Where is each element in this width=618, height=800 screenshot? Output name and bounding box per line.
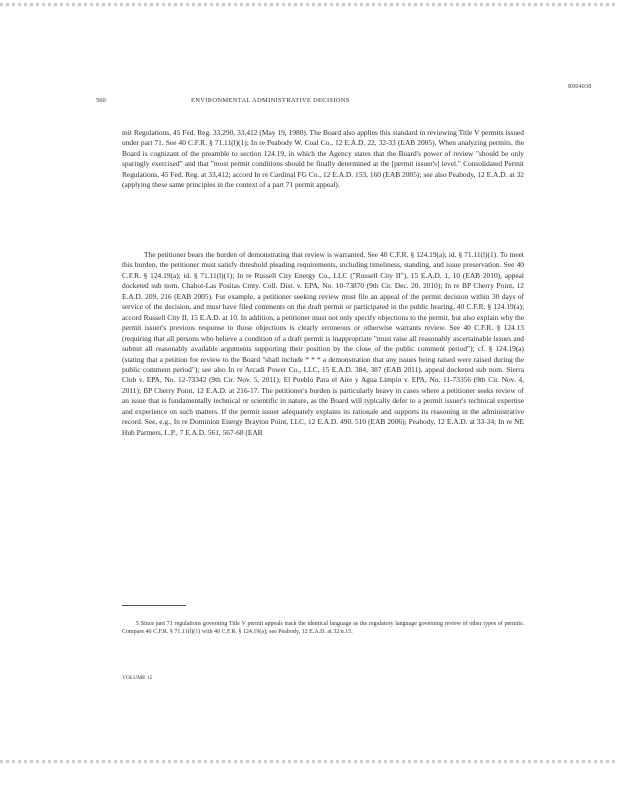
footnote: 5 Since part 71 regulations governing Title V permit appeals track the identical language as the regulatory language governing review of other types of permits. Compare 40 C.F.R. § 71.11(l)(1) with 40 C.F.R. § 124.19(a); see Peabody, 12 E.A.D. at 32 n.15. (122, 621, 524, 636)
document-page-id: R004038 (568, 84, 592, 90)
scan-edge-bottom (0, 760, 618, 763)
scan-edge-top (0, 3, 618, 6)
footnote-divider (122, 605, 186, 606)
running-head: ENVIRONMENTAL ADMINISTRATIVE DECISIONS (191, 97, 350, 104)
body-paragraph-1: mit Regulations, 45 Fed. Reg. 33,290, 33,412 (May 19, 1980). The Board also applies this standard in reviewing Title V permits issued under part 71. See 40 C.F.R. § 71.11(l)(1); In re Peabody W. Coal Co., 12 E.A.D. 22, 32-33 (EAB 2005). When analyzing permits, the Board is cognizant of the preamble to section 124.19, in which the Agency states that the Board's power of review "should be only sparingly exercised" and that "most permit conditions should be finally determined at the [permit issuer's] level." Consolidated Permit Regulations, 45 Fed. Reg. at 33,412; accord In re Cardinal FG Co., 12 E.A.D. 153, 160 (EAB 2005); see also Peabody, 12 E.A.D. at 32 (applying these same principles in the context of a part 71 permit appeal). (122, 128, 524, 190)
body-paragraph-2: The petitioner bears the burden of demonstrating that review is warranted. See 40 C.F.R. § 124.19(a); id. § 71.11(l)(1). To meet this burden, the petitioner must satisfy threshold pleading requirements, including timeliness, standing, and issue preservation. See 40 C.F.R. § 124.19(a); id. § 71.11(l)(1); In re Russell City Energy Co., LLC ("Russell City II"), 15 E.A.D. 1, 10 (EAB 2010), appeal docketed sub nom. Chabot-Las Positas Cmty. Coll. Dist. v. EPA, No. 10-73870 (9th Cir. Dec. 20, 2010); In re BP Cherry Point, 12 E.A.D. 209, 216 (EAB 2005). For example, a petitioner seeking review must file an appeal of the permit decision within 30 days of service of the decision, and must have filed comments on the draft permit or participated in the public hearing. 40 C.F.R. § 124.19(a); accord Russell City II, 15 E.A.D. at 10. In addition, a petitioner must not only specify objections to the permit, but also explain why the permit issuer's previous response to those objections is clearly erroneous or otherwise warrants review. See 40 C.F.R. § 124.13 (requiring that all persons who believe a condition of a draft permit is inappropriate "must raise all reasonably ascertainable issues and submit all reasonably available arguments supporting their position by the close of the public comment period"); cf. § 124.19(a) (stating that a petition for review to the Board "shall include * * * a demonstration that any issues being raised were raised during the public comment period"); see also In re Arcadi Power Co., LLC, 15 E.A.D. 384, 387 (EAB 2011), appeal docketed sub nom. Sierra Club v. EPA, No. 12-73342 (9th Cir. Nov. 5, 2011); El Pueblo Para el Aire y Agua Limpio v. EPA, No. 11-73356 (9th Cir. Nov. 4, 2011); BP Cherry Point, 12 E.A.D. at 216-17. The petitioner's burden is particularly heavy in cases where a petitioner seeks review of an issue that is fundamentally technical or scientific in nature, as the Board will typically defer to a permit issuer's technical expertise and experience on such matters. If the permit issuer adequately explains its rationale and supports its reasoning in the administrative record. See, e.g., In re Dominion Energy Brayton Point, LLC, 12 E.A.D. 490, 510 (EAB 2006); Peabody, 12 E.A.D. at 33-34; In re NE Hub Partners, L.P., 7 E.A.D. 561, 567-68 (EAB (122, 250, 524, 437)
volume-label: VOLUME 15 (122, 675, 153, 681)
page-number: 560 (96, 97, 106, 104)
